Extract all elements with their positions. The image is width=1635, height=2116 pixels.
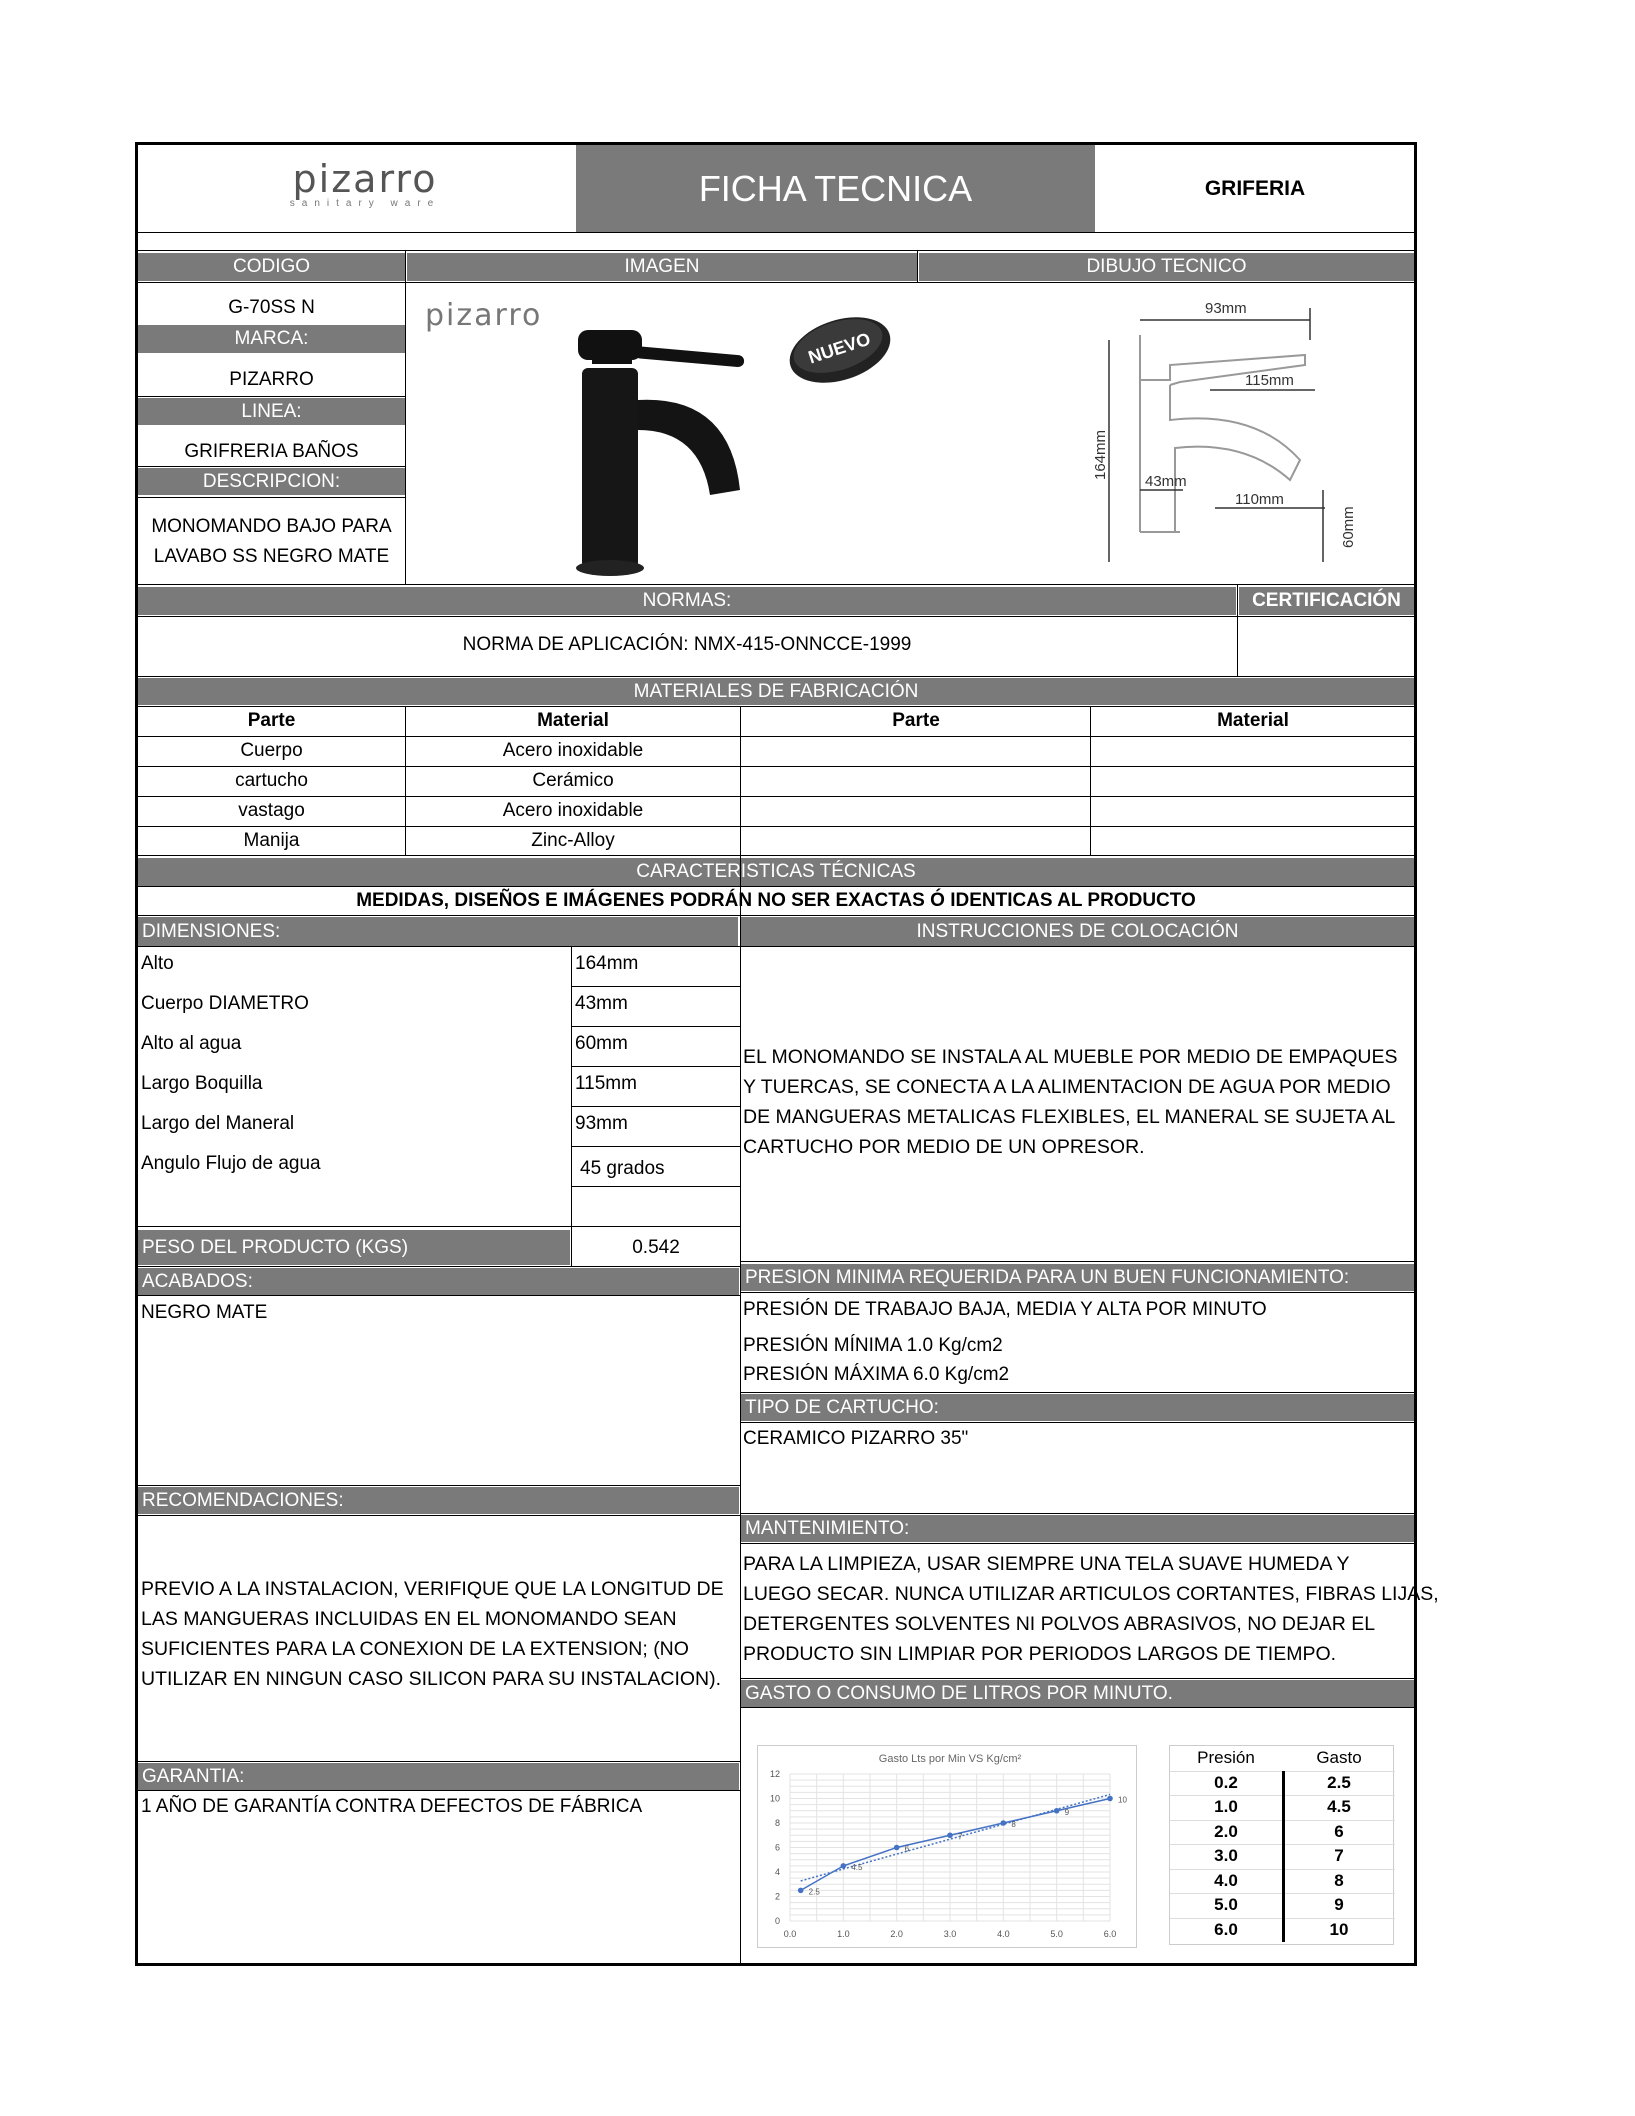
garantia-label: GARANTIA: <box>138 1763 739 1790</box>
recomendaciones-line: SUFICIENTES PARA LA CONEXION DE LA EXTENSION; (NO <box>141 1638 689 1660</box>
dimension-value: 43mm <box>575 993 628 1014</box>
brand-tagline: sanitary ware <box>289 198 441 209</box>
data-label: 4.5 <box>851 1862 863 1872</box>
drawing-svg <box>1085 290 1405 580</box>
dibujo-header: DIBUJO TECNICO <box>919 253 1414 281</box>
nuevo-badge-text: NUEVO <box>805 328 873 368</box>
data-point <box>1054 1808 1060 1814</box>
dimension-value: 60mm <box>575 1033 628 1054</box>
chart-title: Gasto Lts por Min VS Kg/cm² <box>878 1753 1022 1765</box>
technical-drawing <box>1085 290 1405 580</box>
chart-svg <box>758 1746 1138 1949</box>
y-tick-label: 8 <box>774 1818 780 1828</box>
mantenimiento-line: DETERGENTES SOLVENTES NI POLVOS ABRASIVOS, NO DEJAR EL <box>743 1613 1376 1635</box>
mantenimiento-text <box>743 1549 1439 1669</box>
instrucciones-text <box>743 1042 1415 1162</box>
dimension-label: Largo del Maneral <box>141 1113 295 1134</box>
page-title <box>576 145 1095 233</box>
y-tick-label: 6 <box>774 1842 780 1853</box>
instrucciones-line: DE MANGUERAS METALICAS FLEXIBLES, EL MANERAL SE SUJETA AL <box>743 1106 1396 1128</box>
x-tick-label: 1.0 <box>837 1929 850 1939</box>
data-label: 8 <box>1011 1820 1016 1829</box>
gasto-table-cell: 2.0 <box>1214 1821 1238 1841</box>
recomendaciones-text <box>141 1574 739 1694</box>
dimension-value: 93mm <box>575 1113 628 1134</box>
materiales-header-cell: Material <box>1217 710 1289 731</box>
gasto-table-cell: 1.0 <box>1214 1797 1238 1817</box>
linea-value: GRIFRERIA BAÑOS <box>184 441 359 462</box>
acabados-label: ACABADOS: <box>138 1268 739 1295</box>
descripcion-label: DESCRIPCION: <box>138 468 405 495</box>
data-point <box>894 1845 900 1851</box>
x-tick-label: 2.0 <box>890 1929 903 1939</box>
x-tick-label: 0.0 <box>783 1929 797 1939</box>
codigo-header: CODIGO <box>138 253 405 281</box>
x-tick-label: 5.0 <box>1050 1929 1063 1939</box>
cert-label: CERTIFICACIÓN <box>1239 587 1414 615</box>
presion-line2: PRESIÓN MÍNIMA 1.0 Kg/cm2 <box>743 1335 1003 1356</box>
materiales-cell <box>741 766 1091 796</box>
gasto-table-cell: 8 <box>1334 1870 1344 1890</box>
imagen-header: IMAGEN <box>407 253 917 281</box>
dimension-label: Angulo Flujo de agua <box>141 1153 321 1174</box>
dimension-label: Alto al agua <box>141 1033 242 1054</box>
data-label: 9 <box>1064 1807 1070 1817</box>
materiales-header-cell: Parte <box>892 710 940 731</box>
descripcion-line1: MONOMANDO BAJO PARA <box>151 516 392 537</box>
descripcion-line2: LAVABO SS NEGRO MATE <box>153 546 390 567</box>
marca-value: PIZARRO <box>229 369 314 390</box>
materiales-header-cell: Material <box>537 710 609 731</box>
dim-spout-label: 115mm <box>1245 372 1294 389</box>
gasto-table-cell: 0.2 <box>1214 1772 1238 1792</box>
data-point <box>1107 1796 1113 1802</box>
gasto-table-cell: 7 <box>1334 1846 1344 1866</box>
dimensiones-label: DIMENSIONES: <box>138 917 738 946</box>
materiales-cell: Manija <box>243 830 300 851</box>
materiales-cell: vastago <box>238 800 305 821</box>
instrucciones-line: Y TUERCAS, SE CONECTA A LA ALIMENTACION DE AGUA POR MEDIO <box>743 1076 1391 1098</box>
gasto-table-cell: 3.0 <box>1214 1846 1238 1866</box>
linea-label: LINEA: <box>138 398 405 425</box>
data-point <box>1001 1820 1007 1826</box>
product-code: G-70SS N <box>228 297 315 318</box>
cartucho-value: CERAMICO PIZARRO 35" <box>743 1428 969 1449</box>
dimension-value: 164mm <box>575 953 639 974</box>
gasto-table-cell: 9 <box>1334 1895 1344 1915</box>
gasto-table-header: Presión <box>1197 1748 1255 1768</box>
x-tick-label: 6.0 <box>1103 1929 1117 1939</box>
gasto-label: GASTO O CONSUMO DE LITROS POR MINUTO. <box>741 1680 1414 1707</box>
materiales-label: MATERIALES DE FABRICACIÓN <box>138 678 1414 705</box>
dim-reach-label: 110mm <box>1235 491 1284 508</box>
instrucciones-label: INSTRUCCIONES DE COLOCACIÓN <box>741 917 1414 946</box>
data-point <box>841 1863 847 1869</box>
recomendaciones-line: PREVIO A LA INSTALACION, VERIFIQUE QUE LA LONGITUD DE <box>141 1578 724 1600</box>
trendline <box>801 1794 1110 1880</box>
caracteristicas-label: CARACTERISTICAS TÉCNICAS <box>138 858 1414 886</box>
y-tick-label: 4 <box>774 1867 780 1877</box>
presion-label: PRESION MINIMA REQUERIDA PARA UN BUEN FUNCIONAMIENTO: <box>741 1264 1414 1291</box>
mantenimiento-line: PRODUCTO SIN LIMPIAR POR PERIODOS LARGOS DE TIEMPO. <box>743 1643 1337 1665</box>
mantenimiento-label: MANTENIMIENTO: <box>741 1515 1414 1542</box>
data-label: 7 <box>958 1832 963 1842</box>
gasto-table-cell: 2.5 <box>1327 1772 1351 1792</box>
acabados-value: NEGRO MATE <box>141 1302 268 1323</box>
dimension-value: 115mm <box>575 1073 637 1094</box>
presion-line1: PRESIÓN DE TRABAJO BAJA, MEDIA Y ALTA POR MINUTO <box>743 1299 1267 1320</box>
gasto-table-cell: 5.0 <box>1214 1895 1238 1915</box>
dim-height-label: 164mm <box>1092 429 1109 480</box>
cartucho-label: TIPO DE CARTUCHO: <box>741 1394 1414 1421</box>
materiales-cell <box>1092 826 1414 856</box>
dimension-label: Alto <box>141 953 174 974</box>
materiales-cell: Acero inoxidable <box>502 740 644 761</box>
garantia-value: 1 AÑO DE GARANTÍA CONTRA DEFECTOS DE FÁBRICA <box>141 1796 643 1817</box>
materiales-cell: cartucho <box>235 770 308 791</box>
gasto-chart <box>757 1745 1137 1948</box>
dimension-label: Largo Boquilla <box>141 1073 263 1094</box>
y-tick-label: 2 <box>774 1891 780 1902</box>
dim-top-label: 93mm <box>1205 300 1247 317</box>
y-tick-label: 12 <box>769 1769 780 1779</box>
data-point <box>947 1832 953 1838</box>
dim-body-label: 43mm <box>1145 473 1187 490</box>
peso-value: 0.542 <box>632 1237 680 1258</box>
materiales-cell <box>741 796 1091 826</box>
materiales-cell <box>741 826 1091 856</box>
materiales-cell <box>1092 796 1414 826</box>
x-tick-label: 3.0 <box>943 1929 957 1939</box>
dimension-value: 45 grados <box>580 1158 665 1179</box>
data-label: 10 <box>1118 1795 1127 1805</box>
category-label: GRIFERIA <box>1204 177 1306 200</box>
normas-text: NORMA DE APLICACIÓN: NMX-415-ONNCCE-1999 <box>462 634 912 655</box>
brand-logo <box>255 157 475 216</box>
mantenimiento-line: LUEGO SECAR. NUNCA UTILIZAR ARTICULOS CORTANTES, FIBRAS LIJAS, <box>743 1583 1439 1605</box>
gasto-table <box>1169 1745 1394 1945</box>
data-label: 6 <box>904 1844 910 1854</box>
recomendaciones-line: LAS MANGUERAS INCLUIDAS EN EL MONOMANDO SEAN <box>141 1608 677 1630</box>
page-title-text: FICHA TECNICA <box>698 168 973 209</box>
materiales-cell <box>1092 766 1414 796</box>
normas-label: NORMAS: <box>138 587 1236 615</box>
dimension-label: Cuerpo DIAMETRO <box>141 993 309 1014</box>
materiales-cell: Acero inoxidable <box>502 800 644 821</box>
product-image <box>410 290 915 580</box>
data-label: 2.5 <box>808 1887 820 1897</box>
gasto-table-cell: 6.0 <box>1214 1919 1238 1939</box>
peso-label: PESO DEL PRODUCTO (KGS) <box>138 1230 570 1265</box>
gasto-table-cell: 4.0 <box>1214 1870 1238 1890</box>
materiales-cell: Cerámico <box>532 770 614 791</box>
data-point <box>798 1888 804 1894</box>
gasto-table-cell: 4.5 <box>1327 1797 1351 1817</box>
image-logo: pizarro <box>425 298 543 333</box>
series-line <box>801 1799 1110 1891</box>
materiales-cell: Zinc-Alloy <box>531 830 615 851</box>
instrucciones-line: CARTUCHO POR MEDIO DE UN OPRESOR. <box>743 1136 1145 1158</box>
brand-logo-text: pizarro <box>292 157 438 201</box>
gasto-table-cell: 10 <box>1329 1919 1349 1939</box>
dim-water-label: 60mm <box>1340 506 1357 548</box>
y-tick-label: 0 <box>774 1916 780 1926</box>
marca-label: MARCA: <box>138 325 405 353</box>
presion-line3: PRESIÓN MÁXIMA 6.0 Kg/cm2 <box>743 1364 1010 1385</box>
gasto-table-header: Gasto <box>1316 1748 1362 1768</box>
y-tick-label: 10 <box>769 1793 780 1804</box>
recomendaciones-line: UTILIZAR EN NINGUN CASO SILICON PARA SU INSTALACION). <box>141 1668 722 1690</box>
instrucciones-line: EL MONOMANDO SE INSTALA AL MUEBLE POR MEDIO DE EMPAQUES <box>743 1046 1398 1068</box>
x-tick-label: 4.0 <box>997 1929 1010 1939</box>
gasto-table-cell: 6 <box>1334 1821 1344 1841</box>
materiales-header-cell: Parte <box>247 710 296 731</box>
recomendaciones-label: RECOMENDACIONES: <box>138 1487 739 1514</box>
disclaimer: MEDIDAS, DISEÑOS E IMÁGENES PODRÁN NO SER EXACTAS Ó IDENTICAS AL PRODUCTO <box>356 889 1196 911</box>
materiales-cell <box>741 736 1091 766</box>
materiales-cell: Cuerpo <box>240 740 303 761</box>
nuevo-badge-icon <box>780 310 900 390</box>
materiales-cell <box>1092 736 1414 766</box>
mantenimiento-line: PARA LA LIMPIEZA, USAR SIEMPRE UNA TELA SUAVE HUMEDA Y <box>743 1553 1350 1575</box>
